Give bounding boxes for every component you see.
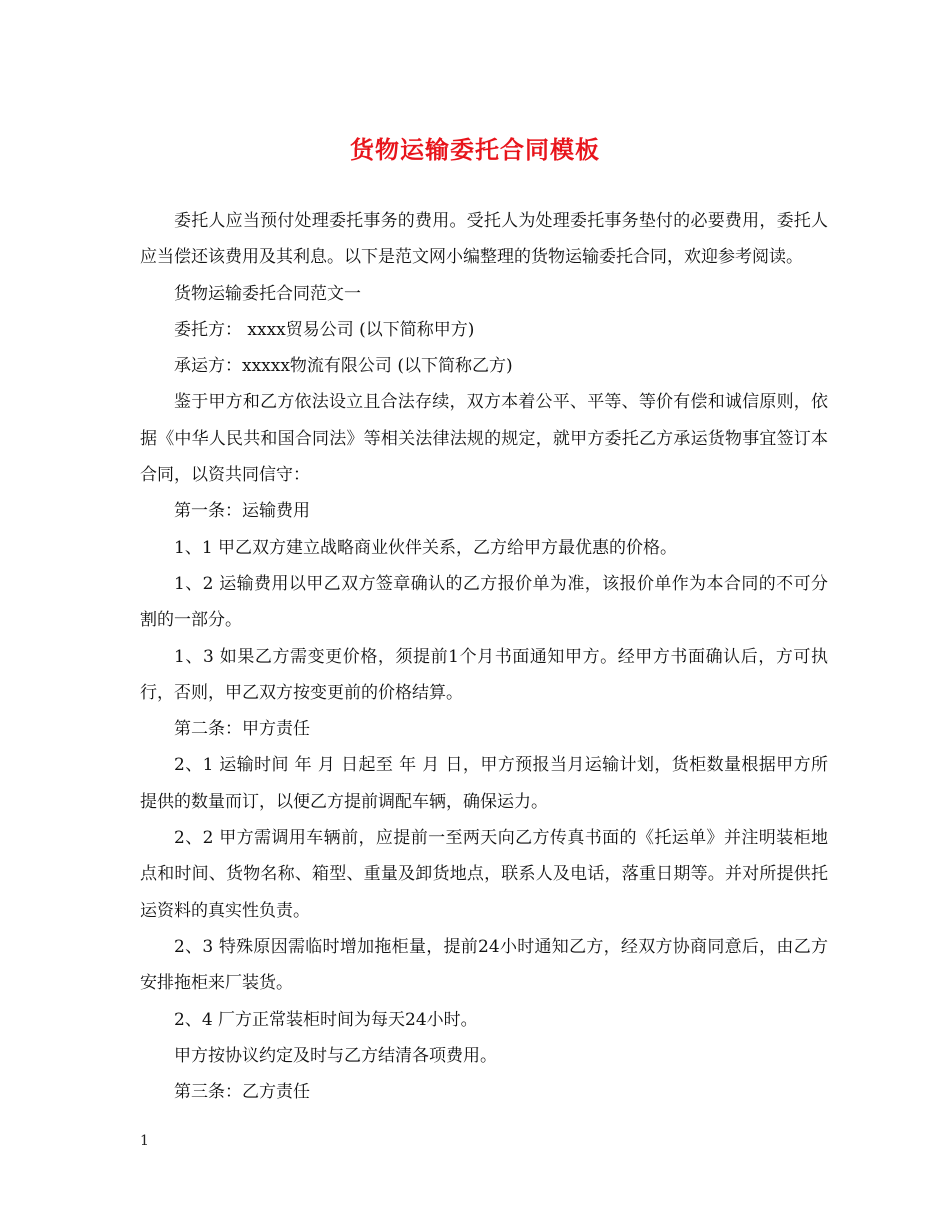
clause-2-2: 2、2 甲方需调用车辆前，应提前一至两天向乙方传真书面的《托运单》并注明装柜地点和时间、货物名称、箱型、重量及卸货地点，联系人及电话，落重日期等。并对所提供托运资料的真实性负责。 <box>140 828 828 921</box>
page-number: 1 <box>140 1133 149 1149</box>
paragraph-carrier: 承运方：xxxxx物流有限公司 (以下简称乙方) <box>174 356 513 377</box>
document-body <box>140 203 828 1110</box>
article-2-heading: 第二条：甲方责任 <box>174 719 310 740</box>
clause-2-3: 2、3 特殊原因需临时增加拖柜量，提前24小时通知乙方，经双方协商同意后，由乙方安排拖柜来厂装货。 <box>140 936 828 994</box>
article-1-heading: 第一条：运输费用 <box>174 501 310 522</box>
article-3-heading: 第三条：乙方责任 <box>174 1082 310 1103</box>
clause-2-1: 2、1 运输时间 年 月 日起至 年 月 日，甲方预报当月运输计划，货柜数量根据甲方所提供的数量而订，以便乙方提前调配车辆，确保运力。 <box>140 755 828 812</box>
paragraph-preamble: 鉴于甲方和乙方依法设立且合法存续，双方本着公平、平等、等价有偿和诚信原则，依据《中华人民共和国合同法》等相关法律法规的规定，就甲方委托乙方承运货物事宜签订本合同，以资共同信守： <box>140 392 828 486</box>
clause-1-3: 1、3 如果乙方需变更价格，须提前1个月书面通知甲方。经甲方书面确认后，方可执行，否则，甲乙双方按变更前的价格结算。 <box>140 646 828 703</box>
clause-2-settlement: 甲方按协议约定及时与乙方结清各项费用。 <box>174 1045 497 1066</box>
paragraph-intro: 委托人应当预付处理委托事务的费用。受托人为处理委托事务垫付的必要费用，委托人应当偿还该费用及其利息。以下是范文网小编整理的货物运输委托合同，欢迎参考阅读。 <box>140 211 828 268</box>
paragraph-sample-heading: 货物运输委托合同范文一 <box>174 283 361 304</box>
document-title: 货物运输委托合同模板 <box>350 136 600 164</box>
clause-2-4: 2、4 厂方正常装柜时间为每天24小时。 <box>174 1009 478 1030</box>
clause-1-1: 1、1 甲乙双方建立战略商业伙伴关系，乙方给甲方最优惠的价格。 <box>174 537 678 558</box>
paragraph-client: 委托方： xxxx贸易公司 (以下简称甲方) <box>174 319 475 340</box>
clause-1-2: 1、2 运输费用以甲乙双方签章确认的乙方报价单为准，该报价单作为本合同的不可分割的一部分。 <box>140 573 828 631</box>
